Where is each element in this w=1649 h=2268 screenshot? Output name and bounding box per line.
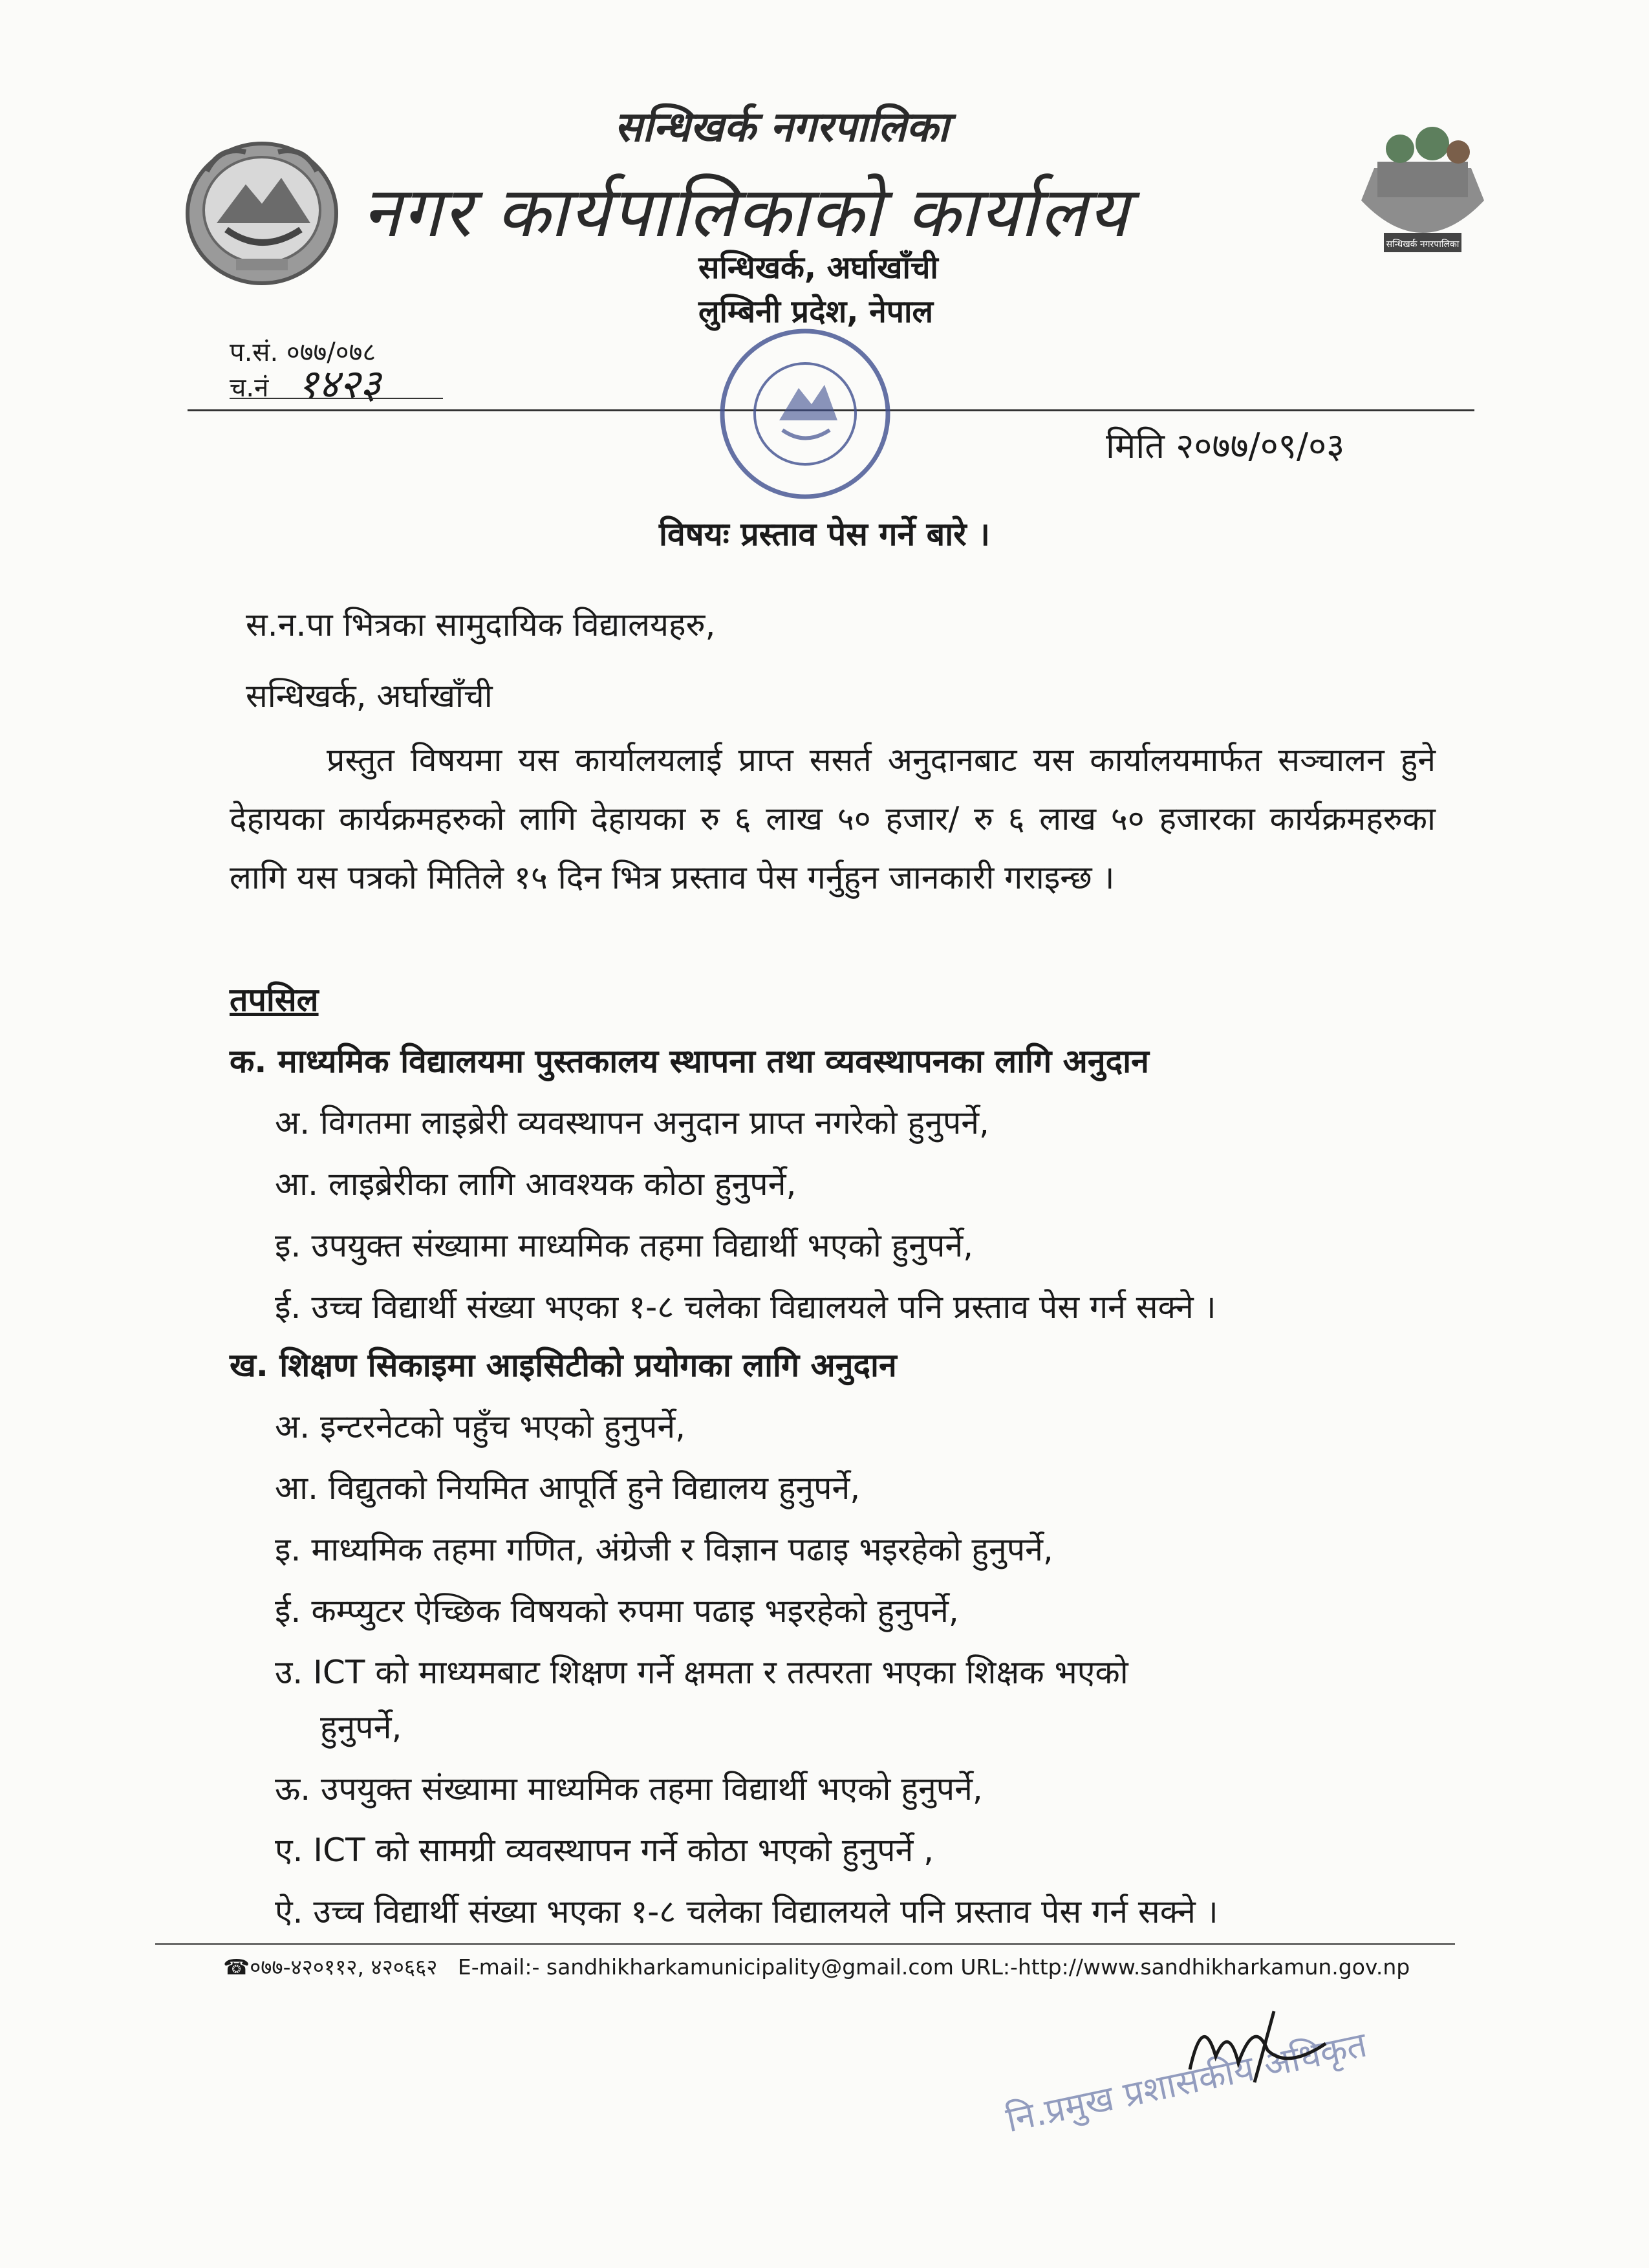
officer-stamp: नि.प्रमुख प्रशासकीय अधिकृत <box>1002 2024 1370 2141</box>
section-kha-item: अ. इन्टरनेटको पहुँच भएको हुनुपर्ने, <box>275 1408 686 1445</box>
office-round-stamp <box>715 323 896 504</box>
recipient-line-1: स.न.पा भित्रका सामुदायिक विद्यालयहरु, <box>246 606 716 643</box>
footer-phone: ०७७-४२०११२, ४२०६६२ <box>250 1954 438 1980</box>
office-name: नगर कार्यपालिकाको कार्यालय <box>362 172 1130 253</box>
section-ka-item: इ. उपयुक्त संख्यामा माध्यमिक तहमा विद्यार्थी भएको हुनुपर्ने, <box>275 1227 974 1264</box>
section-ka-title: क. माध्यमिक विद्यालयमा पुस्तकालय स्थापना तथा व्यवस्थापनका लागि अनुदान <box>230 1042 1149 1080</box>
signature <box>1177 1998 1339 2089</box>
municipality-emblem-logo <box>1348 123 1497 272</box>
chalani-underline <box>230 398 443 399</box>
address-line-1: सन्धिखर्क, अर्घाखाँची <box>698 250 938 286</box>
section-ka-item: आ. लाइब्रेरीका लागि आवश्यक कोठा हुनुपर्ने, <box>275 1165 797 1203</box>
municipality-name: सन्धिखर्क नगरपालिका <box>614 103 949 151</box>
municipality-emblem-label: सन्धिखर्क नगरपालिका <box>1386 239 1460 250</box>
section-ka-item: अ. विगतमा लाइब्रेरी व्यवस्थापन अनुदान प्राप्त नगरेको हुनुपर्ने, <box>275 1104 989 1141</box>
telephone-icon: ☎ <box>223 1954 250 1980</box>
chalani-number: १४२३ <box>297 360 381 407</box>
section-kha-title: ख. शिक्षण सिकाइमा आइसिटीको प्रयोगका लागि अनुदान <box>230 1346 897 1384</box>
nepal-emblem-logo <box>181 133 343 288</box>
footer-email[interactable]: E-mail:- sandhikharkamunicipality@gmail.com <box>457 1954 954 1980</box>
section-ka-item: ई. उच्च विद्यार्थी संख्या भएका १-८ चलेका विद्यालयले पनि प्रस्ताव पेस गर्न सक्ने । <box>275 1288 1216 1326</box>
letter-date: मिति २०७७/०९/०३ <box>1106 426 1345 466</box>
chalani-label: च.नं <box>230 373 269 403</box>
footer-contact <box>223 1952 1410 1981</box>
recipient-line-2: सन्धिखर्क, अर्घाखाँची <box>246 677 493 715</box>
footer-divider <box>155 1943 1455 1945</box>
section-kha-item: ऐ. उच्च विद्यार्थी संख्या भएका १-८ चलेका विद्यालयले पनि प्रस्ताव पेस गर्न सक्ने । <box>275 1893 1218 1930</box>
details-title: तपसिल <box>230 981 319 1019</box>
section-kha-item: आ. विद्युतको नियमित आपूर्ति हुने विद्यालय हुनुपर्ने, <box>275 1469 861 1507</box>
footer-url[interactable]: URL:-http://www.sandhikharkamun.gov.np <box>960 1954 1410 1980</box>
body-paragraph: प्रस्तुत विषयमा यस कार्यालयलाई प्राप्त ससर्त अनुदानबाट यस कार्यालयमार्फत सञ्चालन हुने देहायका कार्यक्रमहरुको लागि देहायका रु ६ लाख ५० हजार/ रु ६ लाख ५० हजारका कार्यक्रमहरुका लागि यस पत्रको मितिले १५ दिन भित्र प्रस्ताव पेस गर्नुहुन जानकारी गराइन्छ । <box>230 741 1436 896</box>
section-kha-item-continued: हुनुपर्ने, <box>320 1709 402 1746</box>
patra-sankhya: प.सं. ०७७/०७८ <box>230 338 376 367</box>
letter-subject: विषयः प्रस्ताव पेस गर्ने बारे । <box>659 515 990 553</box>
section-kha-item: उ. ICT को माध्यमबाट शिक्षण गर्ने क्षमता र तत्परता भएका शिक्षक भएको <box>275 1654 1128 1691</box>
address-line-2: लुम्बिनी प्रदेश, नेपाल <box>698 294 934 330</box>
section-kha-item: ए. ICT को सामग्री व्यवस्थापन गर्ने कोठा भएको हुनुपर्ने , <box>275 1831 934 1869</box>
section-kha-item: इ. माध्यमिक तहमा गणित, अंग्रेजी र विज्ञान पढाइ भइरहेको हुनुपर्ने, <box>275 1531 1053 1568</box>
section-kha-item: ऊ. उपयुक्त संख्यामा माध्यमिक तहमा विद्यार्थी भएको हुनुपर्ने, <box>275 1770 983 1808</box>
section-kha-item: ई. कम्प्युटर ऐच्छिक विषयको रुपमा पढाइ भइरहेको हुनुपर्ने, <box>275 1592 959 1630</box>
